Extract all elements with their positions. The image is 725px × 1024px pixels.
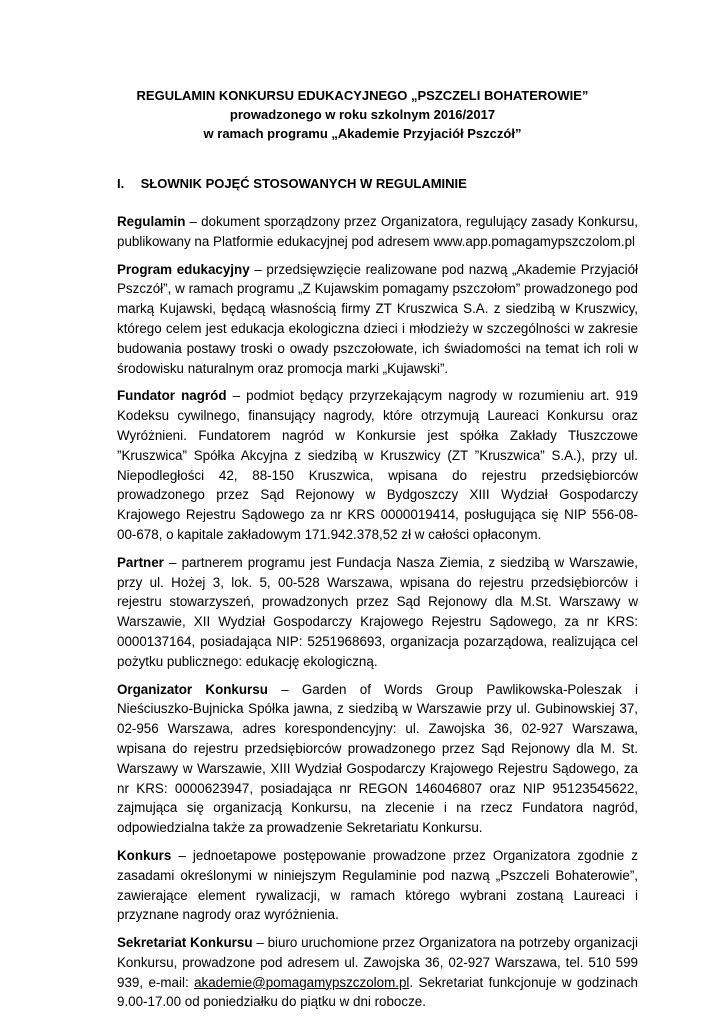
definitions-list xyxy=(117,212,638,1020)
definition-term: Organizator Konkursu xyxy=(117,681,268,697)
email-link[interactable]: akademie@pomagamypszczolom.pl xyxy=(194,974,410,990)
document-subtitle: prowadzonego w roku szkolnym 2016/2017 xyxy=(229,107,496,122)
definition-konkurs xyxy=(117,846,638,925)
definition-text: – przedsięwzięcie realizowane pod nazwą „Akademie Przyjaciół Pszczół”, w ramach programu „Z Kujawskim pomagamy pszczołom” prowadzonego pod marką Kujawski, będącą własnością firmy ZT Kruszwica S.A. z siedzibą w Kruszwicy, którego celem jest edukacja ekologiczna dzieci i młodzieży w szczególności w zakresie budowania postawy troski o owady pszczołowate, ich świadomości na temat ich roli w środowisku naturalnym oraz promocja marki „Kujawski”. xyxy=(117,261,638,376)
definition-text: – podmiot będący przyrzekającym nagrody w rozumieniu art. 919 Kodeksu cywilnego, finansujący nagrody, które otrzymują Laureaci Konkursu oraz Wyróżnieni. Fundatorem nagród w Konkursie jest spółka Zakłady Tłuszczowe ”Kruszwica” Spółka Akcyjna z siedzibą w Kruszwicy (ZT ”Kruszwica” S.A.), przy ul. Niepodległości 42, 88-150 Kruszwica, wpisana do rejestru przedsiębiorców prowadzonego przez Sąd Rejonowy w Bydgoszczy XIII Wydział Gospodarczy Krajowego Rejestru Sądowego za nr KRS 0000019414, posługująca się NIP 556-08-00-678, o kapitale zakładowym 171.942.378,52 zł w całości opłaconym. xyxy=(117,388,638,542)
document-title: REGULAMIN KONKURSU EDUKACYJNEGO „PSZCZELI BOHATEROWIE” xyxy=(136,88,589,103)
definition-text: . Sekretariat funkcjonuje w godzinach 9.00-17.00 od poniedziałku do piątku w dni robocze. xyxy=(117,974,638,1010)
definition-organizator-konkursu xyxy=(117,680,638,838)
program-name: w ramach programu „Akademie Przyjaciół Pszczół” xyxy=(203,126,522,141)
definition-regulamin xyxy=(117,212,638,252)
definition-program-edukacyjny xyxy=(117,260,638,379)
section-title: SŁOWNIK POJĘĆ STOSOWANYCH W REGULAMINIE xyxy=(140,176,467,191)
definition-partner xyxy=(117,553,638,672)
definition-term: Partner xyxy=(117,554,164,570)
definition-term: Konkurs xyxy=(117,847,172,863)
definition-term: Sekretariat Konkursu xyxy=(117,935,253,951)
definition-fundator-nagrod xyxy=(117,386,638,544)
definition-text: – Garden of Words Group Pawlikowska-Poleszak i Nieściuszko-Bujnicka Spółka jawna, z siedzibą w Warszawie przy ul. Gubinowskiej 37, 02-956 Warszawa, adres korespondencyjny: ul. Zawojska 36, 02-927 Warszawa, wpisana do rejestru przedsiębiorców prowadzonego przez Sąd Rejonowy dla M. St. Warszawy w Warszawie, XIII Wydział Gospodarczy Krajowego Rejestru Sądowego, za nr KRS: 0000623947, posiadająca nr REGON 146046807 oraz NIP 95123545622, zajmująca się organizacją Konkursu, na zlecenie i na rzecz Fundatora nagród, odpowiedzialna także za prowadzenie Sekretariatu Konkursu. xyxy=(117,681,638,836)
definition-text: – dokument sporządzony przez Organizatora, regulujący zasady Konkursu, publikowany na Platformie edukacyjnej pod adresem www.app.pomagamypszczolom.pl xyxy=(117,214,638,249)
definition-term: Fundator nagród xyxy=(117,388,227,404)
section-heading xyxy=(117,174,467,193)
definition-text: – biuro uruchomione przez Organizatora na potrzeby organizacji Konkursu, prowadzone pod adresem ul. Zawojska 36, 02-927 Warszawa, tel. 510 599 939, e-mail: xyxy=(117,935,638,990)
document-header xyxy=(80,86,645,143)
definition-term: Regulamin xyxy=(117,214,186,229)
definition-sekretariat-konkursu xyxy=(117,933,638,1012)
definition-text: – partnerem programu jest Fundacja Nasza Ziemia, z siedzibą w Warszawie, przy ul. Hożej 3, lok. 5, 00-528 Warszawa, wpisana do rejestru przedsiębiorców i rejestru stowarzyszeń, prowadzonych przez Sąd Rejonowy dla M.St. Warszawy w Warszawie, XII Wydział Gospodarczy Krajowego Rejestru Sądowego, za nr KRS: 0000137164, posiadająca NIP: 5251968693, organizacja pozarządowa, realizująca cel pożytku publicznego: edukację ekologiczną. xyxy=(117,554,638,669)
definition-term: Program edukacyjny xyxy=(117,261,250,277)
section-number: I. xyxy=(117,176,125,191)
definition-text: – jednoetapowe postępowanie prowadzone przez Organizatora zgodnie z zasadami określonymi w niniejszym Regulaminie pod nazwą „Pszczeli Bohaterowie”, zawierające element rywalizacji, w ramach którego wybrani zostaną Laureaci i przyznane nagrody oraz wyróżnienia. xyxy=(117,847,638,923)
